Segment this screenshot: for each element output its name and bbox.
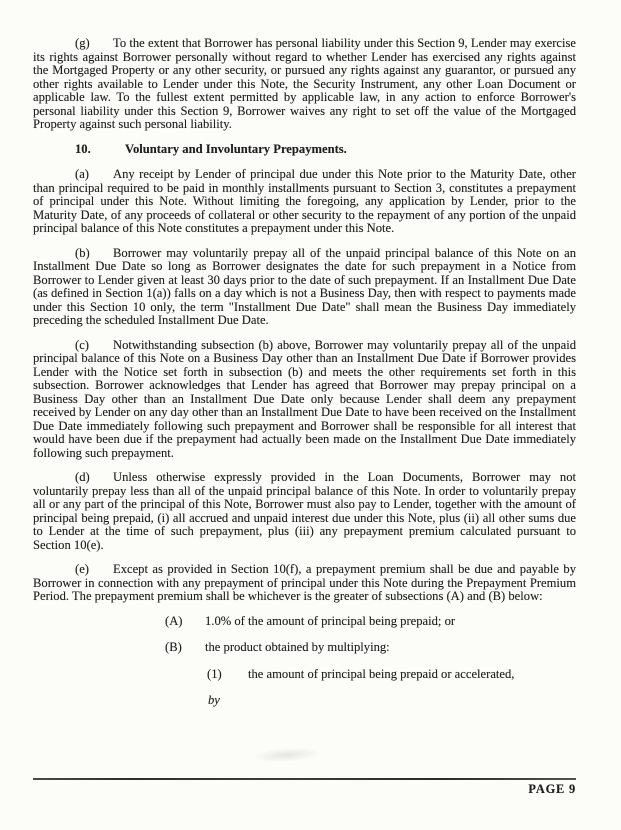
paragraph-c [33,339,576,461]
section-number: 10. [75,141,91,156]
paragraph-marker-c: (c) [75,337,89,352]
paragraph-marker-d: (d) [75,470,90,484]
connector-by: by [208,693,220,707]
list-item-B [165,641,576,655]
list-marker-1: (1) [207,666,222,681]
paragraph-text-b: Borrower may voluntarily prepay all of the unpaid principal balance of this Note on an Installment Due Date so long as Borrower designates the date for such prepayment in a Notice from Borrower to Lender given at least 30 days prior to the date of such prepayment. If an Installment Due Date (as defined in Section 1(a)) falls on a day which is not a Business Day, then with respect to payments made under this Section 10 only, the term "Installment Due Date" shall mean the Business Day immediately preceding the scheduled Installment Due Date. [33,245,576,327]
list-text-1: the amount of principal being prepaid or accelerated, [248,666,515,681]
paragraph-text-e: Except as provided in Section 10(f), a prepayment premium shall be due and payable by Borrower in connection with any prepayment of principal under this Note during the Prepayment Premium Period. The prepayment premium shall be whichever is the greater of subsections (A) and (B) below: [33,562,576,603]
list-text-A: 1.0% of the amount of principal being prepaid; or [205,613,456,628]
list-item-A [165,615,576,629]
section-heading [75,143,576,157]
paragraph-marker-b: (b) [75,245,90,260]
section-title: Voluntary and Involuntary Prepayments. [125,141,347,156]
list-item-1 [207,668,576,682]
paragraph-text-g: To the extent that Borrower has personal liability under this Section 9, Lender may exercise its rights against Borrower personally without regard to whether Lender has exercised any rights against the Mortgaged Property or any other security, or pursued any rights against any guarantor, or pursued any other rights available to Lender under this Note, the Security Instrument, any other Loan Document or applicable law. To the fullest extent permitted by applicable law, in any action to enforce Borrower's personal liability under this Section 9, Borrower waives any right to set off the value of the Mortgaged Property against such personal liability. [33,36,576,131]
list-marker-B: (B) [165,640,182,654]
paragraph-marker-g: (g) [75,36,90,50]
paragraph-a [33,168,576,236]
paragraph-g [33,37,576,132]
paragraph-text-d: Unless otherwise expressly provided in the Loan Documents, Borrower may not voluntarily prepay less than all of the unpaid principal balance of this Note. In order to voluntarily prepay all or any part of the principal of this Note, Borrower must also pay to Lender, together with the amount of principal being prepaid, (i) all accrued and unpaid interest due under this Note, plus (ii) all other sums due to Lender at the time of such prepayment, plus (iii) any prepayment premium calculated pursuant to Section 10(e). [33,470,576,552]
paragraph-marker-a: (a) [75,167,89,181]
list-text-B: the product obtained by multiplying: [205,640,390,654]
page-footer [33,778,576,797]
list-marker-A: (A) [165,613,183,628]
paragraph-e [33,563,576,604]
paragraph-text-c: Notwithstanding subsection (b) above, Borrower may voluntarily prepay all of the unpaid principal balance of this Note on a Business Day other than an Installment Due Date if Borrower provides Lender with the Notice set forth in subsection (b) and meets the other requirements set forth in this subsection. Borrower acknowledges that Lender has agreed that Borrower may prepay principal on a Business Day other than an Installment Due Date only because Lender shall deem any prepayment received by Lender on any day other than an Installment Due Date to have been received on the Installment Due Date immediately following such prepayment and Borrower shall be responsible for all interest that would have been due if the prepayment had actually been made on the Installment Due Date immediately following such prepayment. [33,337,576,460]
paragraph-text-a: Any receipt by Lender of principal due under this Note prior to the Maturity Date, other than principal required to be paid in monthly installments pursuant to Section 3, constitutes a prepayment of principal under this Note. Without limiting the foregoing, any application by Lender, prior to the Maturity Date, of any proceeds of collateral or other security to the repayment of any portion of the unpaid principal balance of this Note constitutes a prepayment under this Note. [33,167,576,235]
paragraph-d [33,471,576,552]
paragraph-marker-e: (e) [75,562,89,576]
page-number: PAGE 9 [528,782,576,796]
scan-smudge [252,746,323,765]
paragraph-b [33,247,576,328]
